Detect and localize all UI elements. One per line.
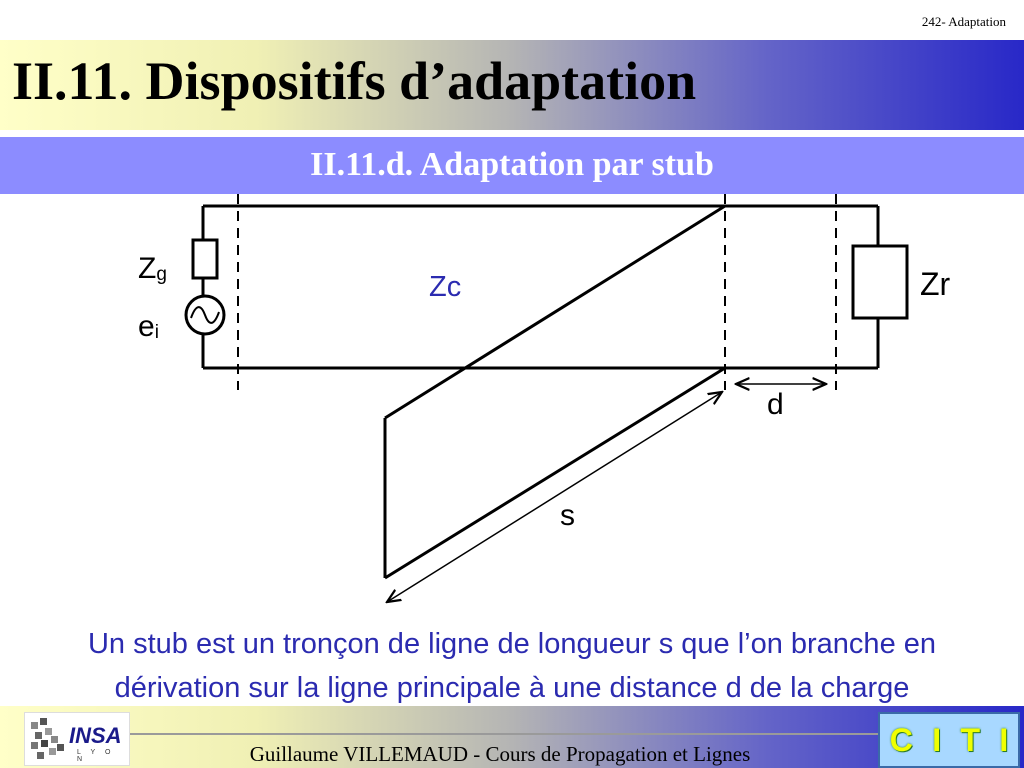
section-subtitle: II.11.d. Adaptation par stub [310,146,714,183]
s-arrow [387,392,722,602]
citi-letter: I [932,721,942,758]
caption-line-1: Un stub est un tronçon de ligne de longueur s que l’on branche en [87,628,937,660]
citi-letter: I [999,721,1009,758]
s-label: s [560,499,575,532]
zr-label: Zr [920,266,951,302]
insa-logo-text: INSA [69,723,122,748]
caption-line-2: dérivation sur la ligne principale à une distance d de la charge [114,672,910,704]
zc-label: Zc [429,271,462,303]
slide-number: 242- Adaptation [921,14,1006,29]
footer-divider [130,733,878,735]
citi-logo [878,712,1020,768]
footer-text: Guillaume VILLEMAUD - Cours de Propagation et Lignes [249,742,751,766]
svg-text:Zg [138,252,167,285]
stub-line-upper [385,206,725,418]
ei-subscript: i [154,322,159,343]
insa-logo-subtext: L Y O N [77,749,115,763]
stub-line-lower [385,368,725,578]
svg-text:ei [138,310,159,343]
caption [0,622,1024,710]
zg-subscript: g [156,264,167,285]
page-title: II.11. Dispositifs d’adaptation [12,51,697,111]
zr-load [853,246,907,318]
citi-letter: C [889,721,913,758]
ei-label: e [138,310,155,343]
citi-letter: T [960,721,981,758]
zg-resistor [193,240,217,278]
d-label: d [767,388,784,421]
zg-label: Z [138,252,157,285]
